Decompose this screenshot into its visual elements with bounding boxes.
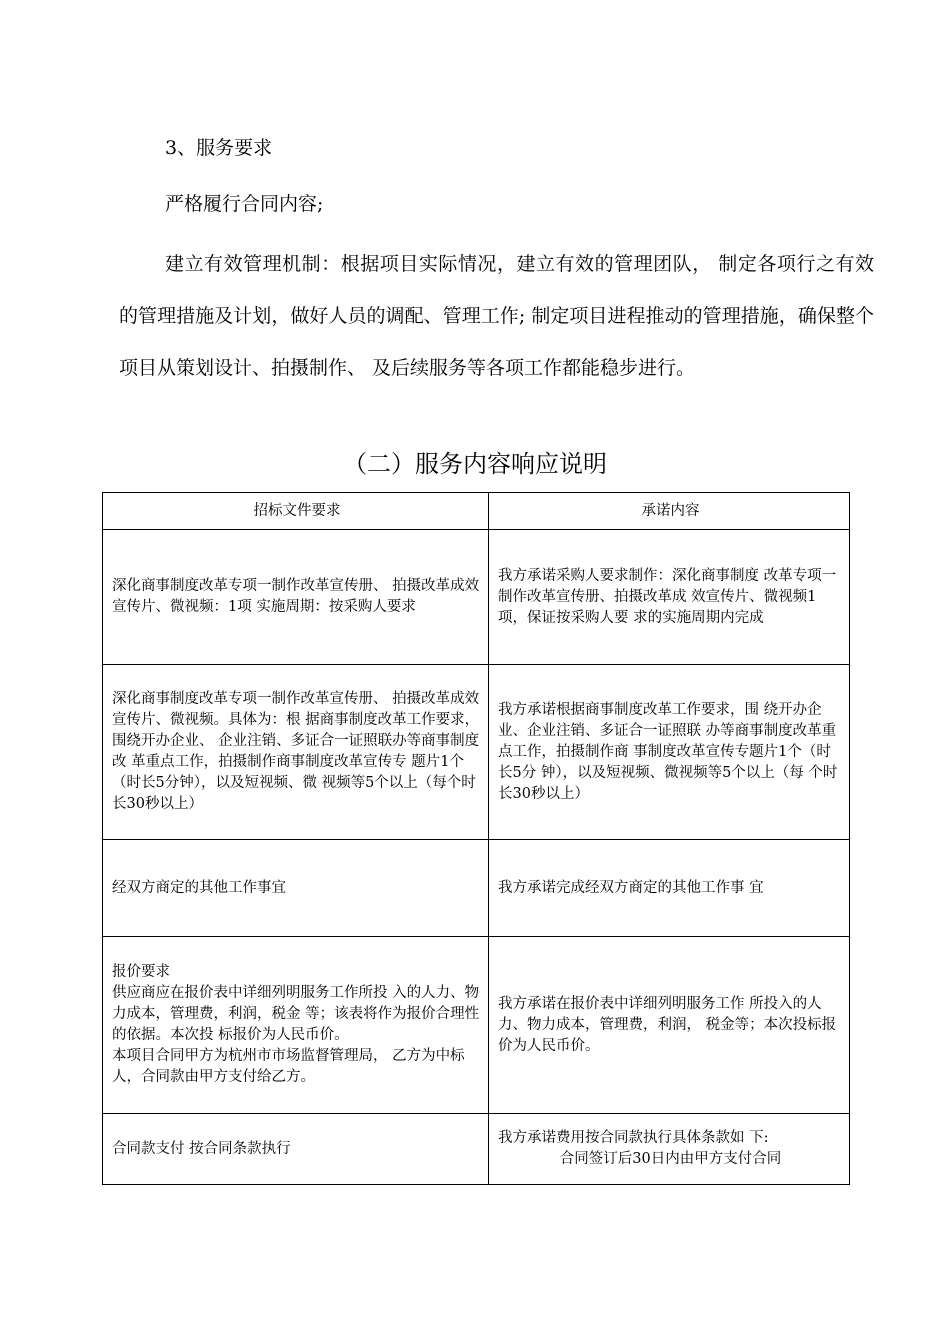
- header-requirement: 招标文件要求: [103, 493, 489, 530]
- header-commitment: 承诺内容: [489, 493, 850, 530]
- paragraph-management: 建立有效管理机制：根据项目实际情况，建立有效的管理团队， 制定各项行之有效的管理措施及计划，做好人员的调配、管理工作; 制定项目进程推动的管理措施，确保整个项目从策划设计、拍摄制作、 及后续服务等各项工作都能稳步进行。: [119, 253, 874, 379]
- requirement-line: 报价要求: [112, 964, 170, 980]
- table-row: [103, 665, 850, 840]
- table-row: [103, 937, 850, 1114]
- requirement-line: 供应商应在报价表中详细列明服务工作所投 入的人力、物力成本，管理费，利润，税金 等；该表将作为报价合理性的依据。本次投 标报价为人民币价。: [112, 985, 480, 1043]
- table-row: [103, 1114, 850, 1185]
- requirement-cell: 合同款支付 按合同条款执行: [103, 1114, 489, 1185]
- section-heading: 3、服务要求: [165, 137, 273, 159]
- commitment-cell: 我方承诺根据商事制度改革工作要求，围 绕开办企业、企业注销、多证合一证照联 办等商事制度改革重点工作，拍摄制作商 事制度改革宣传专题片1个（时长5分 钟），以及短视频、微视频等5个以上（每 个时长30秒以上）: [489, 665, 850, 840]
- commitment-line: 我方承诺费用按合同款执行具体条款如 下:: [498, 1130, 769, 1146]
- section-title: （二）服务内容响应说明: [343, 450, 607, 478]
- table-row: [103, 840, 850, 937]
- commitment-cell: 我方承诺采购人要求制作：深化商事制度 改革专项一制作改革宣传册、拍摄改革成 效宣传片、微视频1项，保证按采购人要 求的实施周期内完成: [489, 530, 850, 665]
- commitment-cell: [489, 1114, 850, 1185]
- table-row: [103, 530, 850, 665]
- requirement-line: 本项目合同甲方为杭州市市场监督管理局， 乙方为中标人，合同款由甲方支付给乙方。: [112, 1048, 465, 1085]
- table-header-row: [103, 493, 850, 530]
- response-table: [102, 492, 850, 1185]
- requirement-cell: 深化商事制度改革专项一制作改革宣传册、 拍摄改革成效宣传片、微视频。具体为：根 据商事制度改革工作要求，围绕开办企业、 企业注销、多证合一证照联办等商事制度改 革重点工作，拍摄制作商事制度改革宣传专 题片1个（时长5分钟），以及短视频、微 视频等5个以上（每个时长30秒以上）: [103, 665, 489, 840]
- commitment-cell: 我方承诺完成经双方商定的其他工作事 宜: [489, 840, 850, 937]
- requirement-cell: 深化商事制度改革专项一制作改革宣传册、 拍摄改革成效宣传片、微视频：1项 实施周期：按采购人要求: [103, 530, 489, 665]
- commitment-line: 合同签订后30日内由甲方支付合同: [559, 1151, 782, 1167]
- commitment-cell: 我方承诺在报价表中详细列明服务工作 所投入的人力、物力成本，管理费，利润， 税金等；本次投标报价为人民币价。: [489, 937, 850, 1114]
- paragraph-contract: 严格履行合同内容;: [165, 193, 324, 215]
- requirement-cell: 经双方商定的其他工作事宜: [103, 840, 489, 937]
- requirement-cell: [103, 937, 489, 1114]
